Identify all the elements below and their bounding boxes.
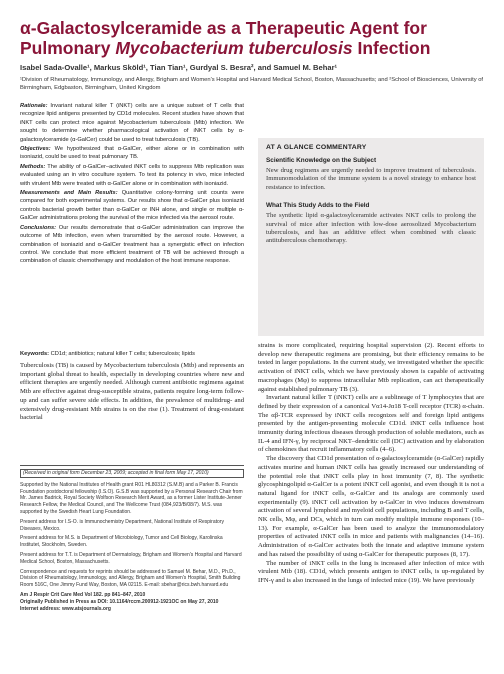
conclusions-text: Our results demonstrate that α-GalCer administration can improve the outcome of Mtb infection, even when transmitted by the aerosol route. However, a combination of isoniazid and α-GalCer treatment has a synergistic effect on infection control. We conclude that more efficient treatment of TB will be achieved through a combination of classic chemotherapy and modulation of the host immune response.: [20, 224, 244, 265]
body-paragraph: Tuberculosis (TB) is caused by Mycobacterium tuberculosis (Mtb) and represents an important global threat to health, especially in developing countries where new and efficient therapies are urgently needed. Although current antibiotic regimens against Mtb are effective against drug-susceptible strains, patients require long-term follow-up and can suffer severe side effects. In addition, the prevalence of multidrug- and extensively drug-resistant Mtb strains is on the rise (1). Treatment of drug-resistant bacterial: [20, 362, 244, 422]
body-paragraph: Invariant natural killer T (iNKT) cells are a sublineage of T lymphocytes that are defined by their expression of a canonical Vα14-Jα18 T-cell receptor (TCR) α-chain. The αβ-TCR expressed by iNKT cells recognizes self and foreign lipid antigens presented by the antigen-presenting molecule CD1d. iNKT cells influence host immunity during infectious diseases through production of soluble mediators, such as IL-4 and IFN-γ, by reciprocal NKT–dendritic cell (DC) activation and by elaboration of chemokines that recruit inflammatory cells (4–6).: [258, 394, 484, 454]
author-list: Isabel Sada-Ovalle¹, Markus Sköld¹, Tian Tian¹, Gurdyal S. Besra², and Samuel M. Behar¹: [20, 63, 338, 72]
abstract-conclusions: [20, 224, 244, 266]
received-dates: (Received in original form December 23, 2009; accepted in final form May 17, 2010): [20, 469, 244, 478]
glance-text-2: The synthetic lipid α-galactosylceramide activates NKT cells to prolong the survival of mice after infection with low-dose aerosolized Mycobacterium tuberculosis, and has an additive effect when combined with classic antituberculous chemotherapy.: [266, 212, 476, 245]
title-line-2-pre: Pulmonary: [20, 38, 116, 58]
title-line-2: [20, 38, 490, 58]
title-line-2-post: Infection: [352, 38, 431, 58]
glance-heading: AT A GLANCE COMMENTARY: [266, 144, 367, 151]
abstract-methods: [20, 163, 244, 188]
measurements-text: Quantitative colony-forming unit counts were compared for both experimental systems. Our results show that α-GalCer plus isoniazid controls bacterial growth better than α-GalCer or INH alone, and single or multiple α-GalCer administrations prolong the survival of the mice infected via the aerosol route.: [20, 190, 244, 222]
journal-doi: Originally Published in Press as DOI: 10.1164/rccm.200912-1921OC on May 27, 2010: [20, 598, 219, 605]
glance-subheading-1: Scientific Knowledge on the Subject: [266, 157, 377, 164]
methods-label: Methods:: [20, 163, 46, 170]
title-line-2-italic: Mycobacterium tuberculosis: [115, 38, 353, 58]
present-address-2: Present address for M.S. is Department of Microbiology, Tumor and Cell Biology, Karolinska Institutet, Stockholm, Sweden.: [20, 535, 223, 549]
glance-text-1: New drug regimens are urgently needed to improve treatment of tuberculosis. Immunomodulation of the immune system is a novel strategy to enhance host resistance to infection.: [266, 167, 476, 191]
glance-subheading-2: What This Study Adds to the Field: [266, 202, 370, 210]
keywords-label: Keywords:: [20, 351, 50, 357]
correspondence: Correspondence and requests for reprints should be addressed to Samuel M. Behar, M.D., Ph.D., Division of Rheumatology, Immunology, and Allergy, Brigham and Women's Hospital, Smith Building Room 516C, One Jimmy Fund Way, Boston, MA 02115. E-mail: sbehar@rics.bwh.harvard.edu: [20, 568, 241, 589]
body-paragraph: strains is more complicated, requiring hospital supervision (2). Recent efforts to develop new therapeutic regimens are promising, but their efficiency remains to be tested in larger populations. In the current study, we investigated whether the specific activation of iNKT cells, which we have previously shown is capable of activating macrophages (Mφ) to suppress intracellular Mtb replication, can act therapeutically against established pulmonary TB (3).: [258, 342, 484, 393]
keywords-text: CD1d; antibiotics; natural killer T cells; tuberculosis; lipids: [49, 351, 195, 357]
methods-text: The ability of α-GalCer–activated iNKT cells to suppress Mtb replication was evaluated using an in vitro coculture system. To test its potency in vivo, mice infected with virulent Mtb were treated with α-GalCer alone or in combination with isoniazid.: [20, 163, 244, 187]
objectives-label: Objectives:: [20, 146, 51, 153]
measurements-label: Measurements and Main Results:: [20, 190, 118, 197]
body-left-column: [20, 362, 244, 423]
keywords: [20, 350, 244, 358]
abstract-objectives: [20, 145, 244, 162]
rationale-label: Rationale:: [20, 103, 48, 109]
present-address-1: Present address for I.S-O. is Immunochemistry Department, National Institute of Respiratory Diseases, Mexico.: [20, 518, 224, 532]
funding-note: Supported by the National Institutes of Health grant R01 HL80312 (S.M.B) and a Parker B. Francis Foundation postdoctoral fellowship (I.S.O). G.S.B was supported by a Personal Research Chair from Mr. James Badrick, Royal Society Wolfson Research Merit Award, as a former Lister Institute-Jenner Research Fellow, the Medical Council, and The Wellcome Trust (084,923/B/08/7). M.S. was supported by the Swedish Heart Lung Foundation.: [20, 481, 243, 515]
rationale-text: Invariant natural killer T (iNKT) cells are a unique subset of T cells that recognize lipid antigens presented by CD1d molecules. Recent studies have shown that iNKT cells can protect mice against Mycobacterium tuberculosis (Mtb) infection. We sought to determine whether pharmacological activation of iNKT cells by α-galactosylceramide (α-GalCer) could be used to treat tuberculosis (TB).: [20, 103, 244, 143]
present-address-3: Present address for T.T. is Department of Dermatology, Brigham and Women's Hospital and Harvard Medical School, Boston, Massachusetts.: [20, 551, 242, 565]
body-right-column: [258, 342, 484, 586]
journal-citation: Am J Respir Crit Care Med Vol 182. pp 841–847, 2010: [20, 591, 146, 598]
affiliations: ¹Division of Rheumatology, Immunology, and Allergy, Brigham and Women's Hospital and Harvard Medical School, Boston, Massachusetts; and ²School of Biosciences, University of Birmingham, Edgbaston, Birmingham, United Kingdom: [20, 77, 484, 91]
title-line-1: α-Galactosylceramide as a Therapeutic Agent for: [20, 18, 427, 38]
body-paragraph: The discovery that CD1d presentation of α-galactosylceramide (α-GalCer) rapidly activates murine and human iNKT cells has greatly increased our understanding of the potential role that iNKT cells play in host immunity (7, 8). The synthetic glycosphingolipid α-GalCer is a potent iNKT cell agonist, and even though it is not a natural ligand for iNKT cells, α-GalCer and its analogs are commonly used experimentally (9). iNKT cell activation by α-GalCer in vivo induces downstream activation of several lymphoid and myeloid cell populations, including B and T cells, NK cells, Mφ, and DCs, which in turn can modify multiple immune responses (10–13). For example, α-GalCer has been used to analyze the immunomodulatory properties of activated iNKT cells in mice and patients with malignancies (14–16). Administration of α-GalCer activates both the innate and adaptive immune system and has raised the possibility of using α-GalCer for therapeutic purposes (8, 17).: [258, 455, 484, 558]
abstract: [20, 102, 244, 267]
footnotes: [20, 465, 244, 612]
objectives-text: We hypothesized that α-GalCer, either alone or in combination with isoniazid, could be used to treat pulmonary TB.: [20, 146, 244, 161]
article-title: [20, 18, 490, 58]
abstract-rationale: [20, 102, 244, 144]
journal-url: Internet address: www.atsjournals.org: [20, 605, 111, 612]
at-a-glance-box: [258, 138, 484, 336]
conclusions-label: Conclusions:: [20, 224, 57, 231]
abstract-measurements: [20, 189, 244, 223]
body-paragraph: The number of iNKT cells in the lung is increased after infection of mice with virulent Mtb (18). CD1d, which presents antigen to iNKT cells, is up-regulated by IFN-γ and is also increased in the lungs of infected mice (19). We have previously: [258, 559, 484, 584]
